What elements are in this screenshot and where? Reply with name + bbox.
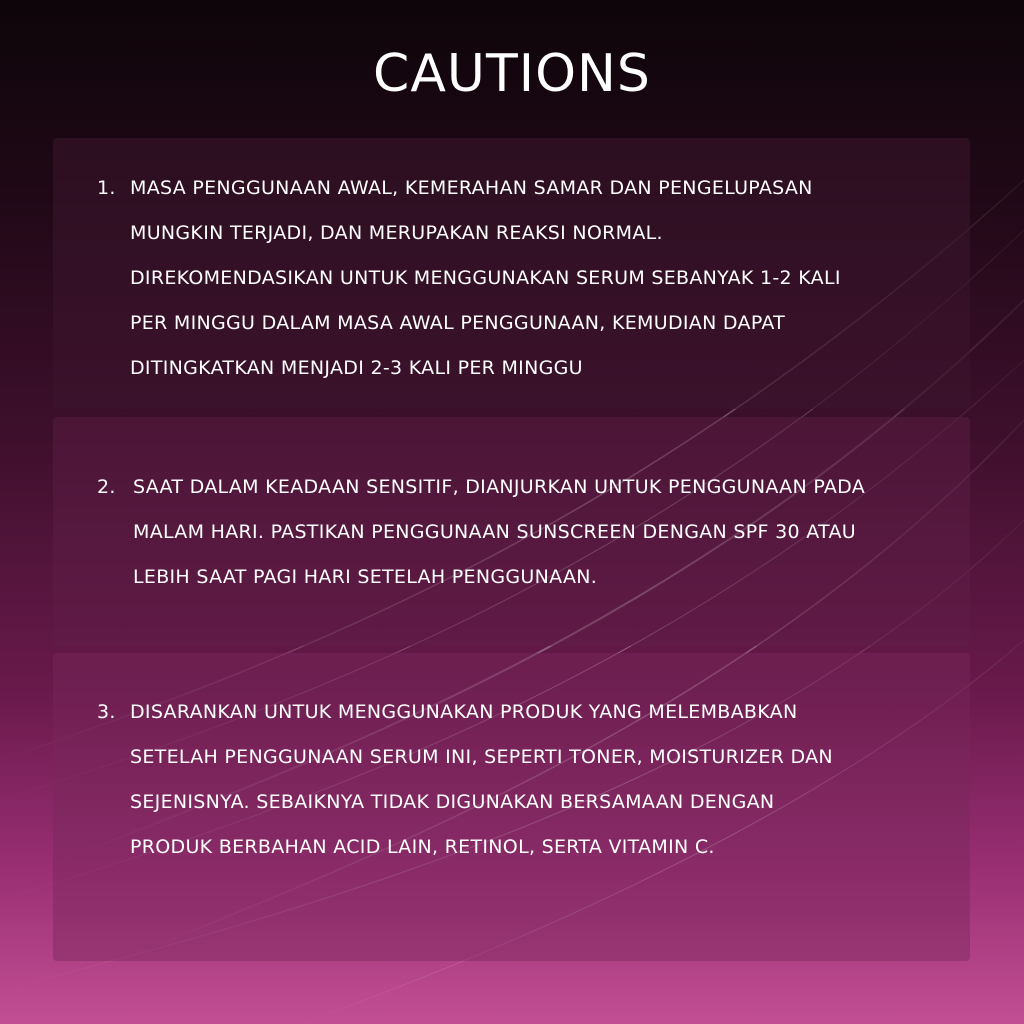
caution-line: MUNGKIN TERJADI, DAN MERUPAKAN REAKSI NORMAL.	[130, 222, 663, 244]
caution-line: LEBIH SAAT PAGI HARI SETELAH PENGGUNAAN.	[133, 566, 598, 588]
caution-number: 2.	[97, 476, 116, 498]
caution-line: SETELAH PENGGUNAAN SERUM INI, SEPERTI TONER, MOISTURIZER DAN	[130, 746, 833, 768]
caution-line: MALAM HARI. PASTIKAN PENGGUNAAN SUNSCREEN DENGAN SPF 30 ATAU	[133, 521, 856, 543]
caution-line: PER MINGGU DALAM MASA AWAL PENGGUNAAN, KEMUDIAN DAPAT	[130, 312, 786, 334]
caution-number: 3.	[97, 701, 116, 723]
caution-number: 1.	[97, 177, 116, 199]
caution-line: SEJENISNYA. SEBAIKNYA TIDAK DIGUNAKAN BERSAMAAN DENGAN	[130, 791, 775, 813]
caution-item-3	[97, 690, 927, 870]
caution-line: SAAT DALAM KEADAAN SENSITIF, DIANJURKAN UNTUK PENGGUNAAN PADA	[133, 476, 866, 498]
caution-line: DIREKOMENDASIKAN UNTUK MENGGUNAKAN SERUM SEBANYAK 1-2 KALI	[130, 267, 841, 289]
page-title: CAUTIONS	[373, 44, 651, 104]
caution-item-2	[97, 465, 947, 600]
caution-line: PRODUK BERBAHAN ACID LAIN, RETINOL, SERTA VITAMIN C.	[130, 836, 715, 858]
caution-item-1	[97, 166, 927, 391]
caution-line: MASA PENGGUNAAN AWAL, KEMERAHAN SAMAR DAN PENGELUPASAN	[130, 177, 813, 199]
caution-line: DISARANKAN UNTUK MENGGUNAKAN PRODUK YANG MELEMBABKAN	[130, 701, 798, 723]
caution-line: DITINGKATKAN MENJADI 2-3 KALI PER MINGGU	[130, 357, 583, 379]
